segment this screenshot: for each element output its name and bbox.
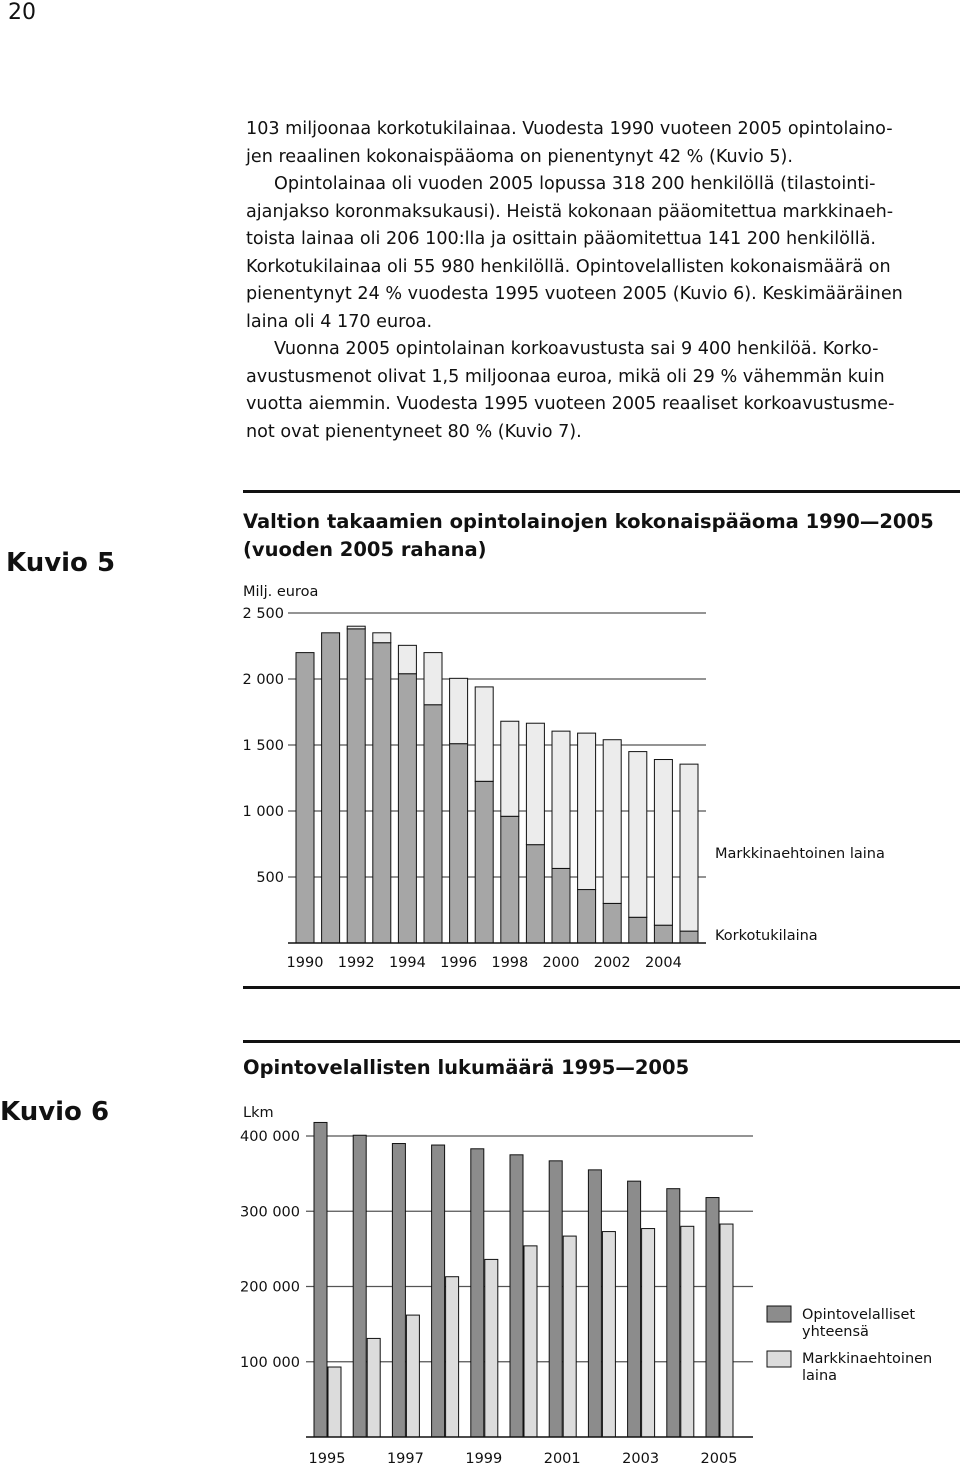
figure6-x-tick-label: 1999 xyxy=(465,1451,503,1467)
figure5-bar-korkotukilaina xyxy=(296,653,314,943)
figure5-bar-markkinaehtoinen xyxy=(629,752,647,918)
figure5-y-tick-label: 2 000 xyxy=(242,672,284,688)
figure6-bar-markkinaehtoinen xyxy=(720,1224,733,1437)
figure6-legend-label: laina xyxy=(802,1368,838,1384)
figure5-label: Kuvio 5 xyxy=(6,548,116,578)
figure5-x-tick-label: 2000 xyxy=(542,955,580,971)
figure5-bar-korkotukilaina xyxy=(578,890,596,943)
figure5-bar-korkotukilaina xyxy=(347,629,365,943)
figure5-bar-markkinaehtoinen xyxy=(526,723,544,844)
figure5-bar-markkinaehtoinen xyxy=(475,687,493,781)
body-line: 103 miljoonaa korkotukilainaa. Vuodesta 1990 vuoteen 2005 opintolaino- xyxy=(246,119,893,139)
figure5-bar-markkinaehtoinen xyxy=(654,760,672,926)
figure6-x-tick-label: 1995 xyxy=(308,1451,346,1467)
figure5-bar-korkotukilaina xyxy=(322,633,340,943)
figure6-bar-yhteensa xyxy=(628,1181,641,1437)
figure5-y-tick-label: 1 000 xyxy=(242,804,284,820)
figure6-bar-yhteensa xyxy=(510,1155,523,1437)
figure5-bar-korkotukilaina xyxy=(475,781,493,943)
figure5-bar-korkotukilaina xyxy=(373,643,391,943)
figure6-legend-label: Markkinaehtoinen xyxy=(802,1351,933,1367)
figure5-bar-markkinaehtoinen xyxy=(603,740,621,904)
figure6-bar-yhteensa xyxy=(392,1144,405,1437)
figure6-title: Opintovelallisten lukumäärä 1995—2005 xyxy=(243,1056,690,1079)
figure6-bar-markkinaehtoinen xyxy=(563,1236,576,1437)
body-line: jen reaalinen kokonaispääoma on pienentynyt 42 % (Kuvio 5). xyxy=(246,146,793,167)
figure5-bar-markkinaehtoinen xyxy=(347,626,365,629)
figure5-bar-markkinaehtoinen xyxy=(450,678,468,743)
figure5-bar-markkinaehtoinen xyxy=(501,721,519,816)
figure5-x-tick-label: 1990 xyxy=(286,955,324,971)
figure5-y-axis-label: Milj. euroa xyxy=(243,584,319,600)
figure6-x-tick-label: 2005 xyxy=(700,1451,738,1467)
figure6-x-tick-label: 2001 xyxy=(543,1451,581,1467)
figure6-bar-markkinaehtoinen xyxy=(406,1315,419,1437)
figure5-bar-korkotukilaina xyxy=(450,744,468,943)
body-line: laina oli 4 170 euroa. xyxy=(246,311,433,332)
figure6-y-tick-label: 400 000 xyxy=(240,1129,300,1145)
figure6-bar-markkinaehtoinen xyxy=(602,1232,615,1437)
figure6-bar-yhteensa xyxy=(549,1161,562,1437)
figure5-x-tick-label: 2004 xyxy=(644,955,682,971)
figure5-bar-markkinaehtoinen xyxy=(373,633,391,643)
figure6-bar-yhteensa xyxy=(588,1170,601,1437)
figure6-bar-yhteensa xyxy=(667,1189,680,1437)
figure6-legend-label: yhteensä xyxy=(802,1324,869,1340)
figure5-y-tick-label: 2 500 xyxy=(242,606,284,622)
figure5-x-tick-label: 1994 xyxy=(388,955,426,971)
figure6-x-tick-label: 1997 xyxy=(386,1451,424,1467)
figure5-bar-markkinaehtoinen xyxy=(552,731,570,868)
figure5-bar-korkotukilaina xyxy=(398,674,416,943)
figure5-y-tick-label: 500 xyxy=(256,870,284,886)
figure5-bar-korkotukilaina xyxy=(603,903,621,943)
figure5-x-tick-label: 2002 xyxy=(593,955,631,971)
body-line: not ovat pienentyneet 80 % (Kuvio 7). xyxy=(246,421,582,442)
body-line: Korkotukilainaa oli 55 980 henkilöllä. Opintovelallisten kokonaismäärä on xyxy=(246,256,891,277)
figure5-bar-korkotukilaina xyxy=(526,845,544,943)
figure6-bar-markkinaehtoinen xyxy=(367,1338,380,1437)
body-line: ajanjakso koronmaksukausi). Heistä kokonaan pääomitettua markkinaeh- xyxy=(246,201,894,222)
figure6-legend-swatch-yhteensa xyxy=(767,1306,791,1322)
figure6-label: Kuvio 6 xyxy=(0,1097,110,1127)
figure5-bar-markkinaehtoinen xyxy=(680,764,698,931)
figure5-bar-korkotukilaina xyxy=(654,925,672,943)
figure5-bar-korkotukilaina xyxy=(501,816,519,943)
figure6-bar-markkinaehtoinen xyxy=(485,1259,498,1437)
figure5-x-tick-label: 1992 xyxy=(337,955,375,971)
figure5-x-tick-label: 1996 xyxy=(440,955,478,971)
figure5-bar-korkotukilaina xyxy=(424,705,442,943)
figure6-y-tick-label: 300 000 xyxy=(240,1204,300,1221)
figure6-y-tick-label: 200 000 xyxy=(240,1279,300,1296)
figure5-bar-markkinaehtoinen xyxy=(398,645,416,673)
figure6-bar-markkinaehtoinen xyxy=(446,1277,459,1437)
body-line: Vuonna 2005 opintolainan korkoavustusta sai 9 400 henkilöä. Korko- xyxy=(274,339,879,359)
figure6-bar-markkinaehtoinen xyxy=(328,1367,341,1437)
body-line: toista lainaa oli 206 100:lla ja osittain pääomitettua 141 200 henkilöllä. xyxy=(246,229,877,249)
figure5-title-line1: Valtion takaamien opintolainojen kokonaispääoma 1990—2005 xyxy=(243,510,934,533)
figure5-bar-korkotukilaina xyxy=(552,868,570,943)
body-line: vuotta aiemmin. Vuodesta 1995 vuoteen 2005 reaaliset korkoavustusme- xyxy=(246,394,895,414)
figure6-y-axis-label: Lkm xyxy=(243,1105,274,1121)
figure6-y-tick-label: 100 000 xyxy=(240,1354,300,1371)
figure5-y-tick-label: 1 500 xyxy=(242,738,284,754)
figure6-legend-label: Opintovelalliset xyxy=(802,1307,916,1323)
body-line: avustusmenot olivat 1,5 miljoonaa euroa, mikä oli 29 % vähemmän kuin xyxy=(246,366,885,387)
figure5-bar-markkinaehtoinen xyxy=(578,733,596,889)
figure5-title-line2: (vuoden 2005 rahana) xyxy=(243,538,487,561)
figure5-bar-markkinaehtoinen xyxy=(424,653,442,705)
figure6-bar-yhteensa xyxy=(353,1135,366,1437)
figure5-bar-korkotukilaina xyxy=(629,917,647,943)
figure6-bar-markkinaehtoinen xyxy=(642,1229,655,1437)
figure6-bar-markkinaehtoinen xyxy=(524,1246,537,1437)
body-line: Opintolainaa oli vuoden 2005 lopussa 318 200 henkilöllä (tilastointi- xyxy=(274,174,876,194)
figure6-bar-yhteensa xyxy=(706,1198,719,1437)
figure6-bar-markkinaehtoinen xyxy=(681,1226,694,1437)
figure5-bar-korkotukilaina xyxy=(680,931,698,943)
page-number: 20 xyxy=(8,0,36,25)
figure6-legend-swatch-markkinaehtoinen xyxy=(767,1351,791,1367)
body-line: pienentynyt 24 % vuodesta 1995 vuoteen 2005 (Kuvio 6). Keskimääräinen xyxy=(246,284,903,304)
figure6-bar-yhteensa xyxy=(314,1122,327,1437)
figure5-series-label-markkinaehtoinen: Markkinaehtoinen laina xyxy=(715,846,885,862)
figure6-bar-yhteensa xyxy=(471,1149,484,1437)
figure5-x-tick-label: 1998 xyxy=(491,955,529,971)
figure5-series-label-korkotukilaina: Korkotukilaina xyxy=(715,928,818,944)
figure6-x-tick-label: 2003 xyxy=(622,1451,660,1467)
figure6-bar-yhteensa xyxy=(432,1145,445,1437)
